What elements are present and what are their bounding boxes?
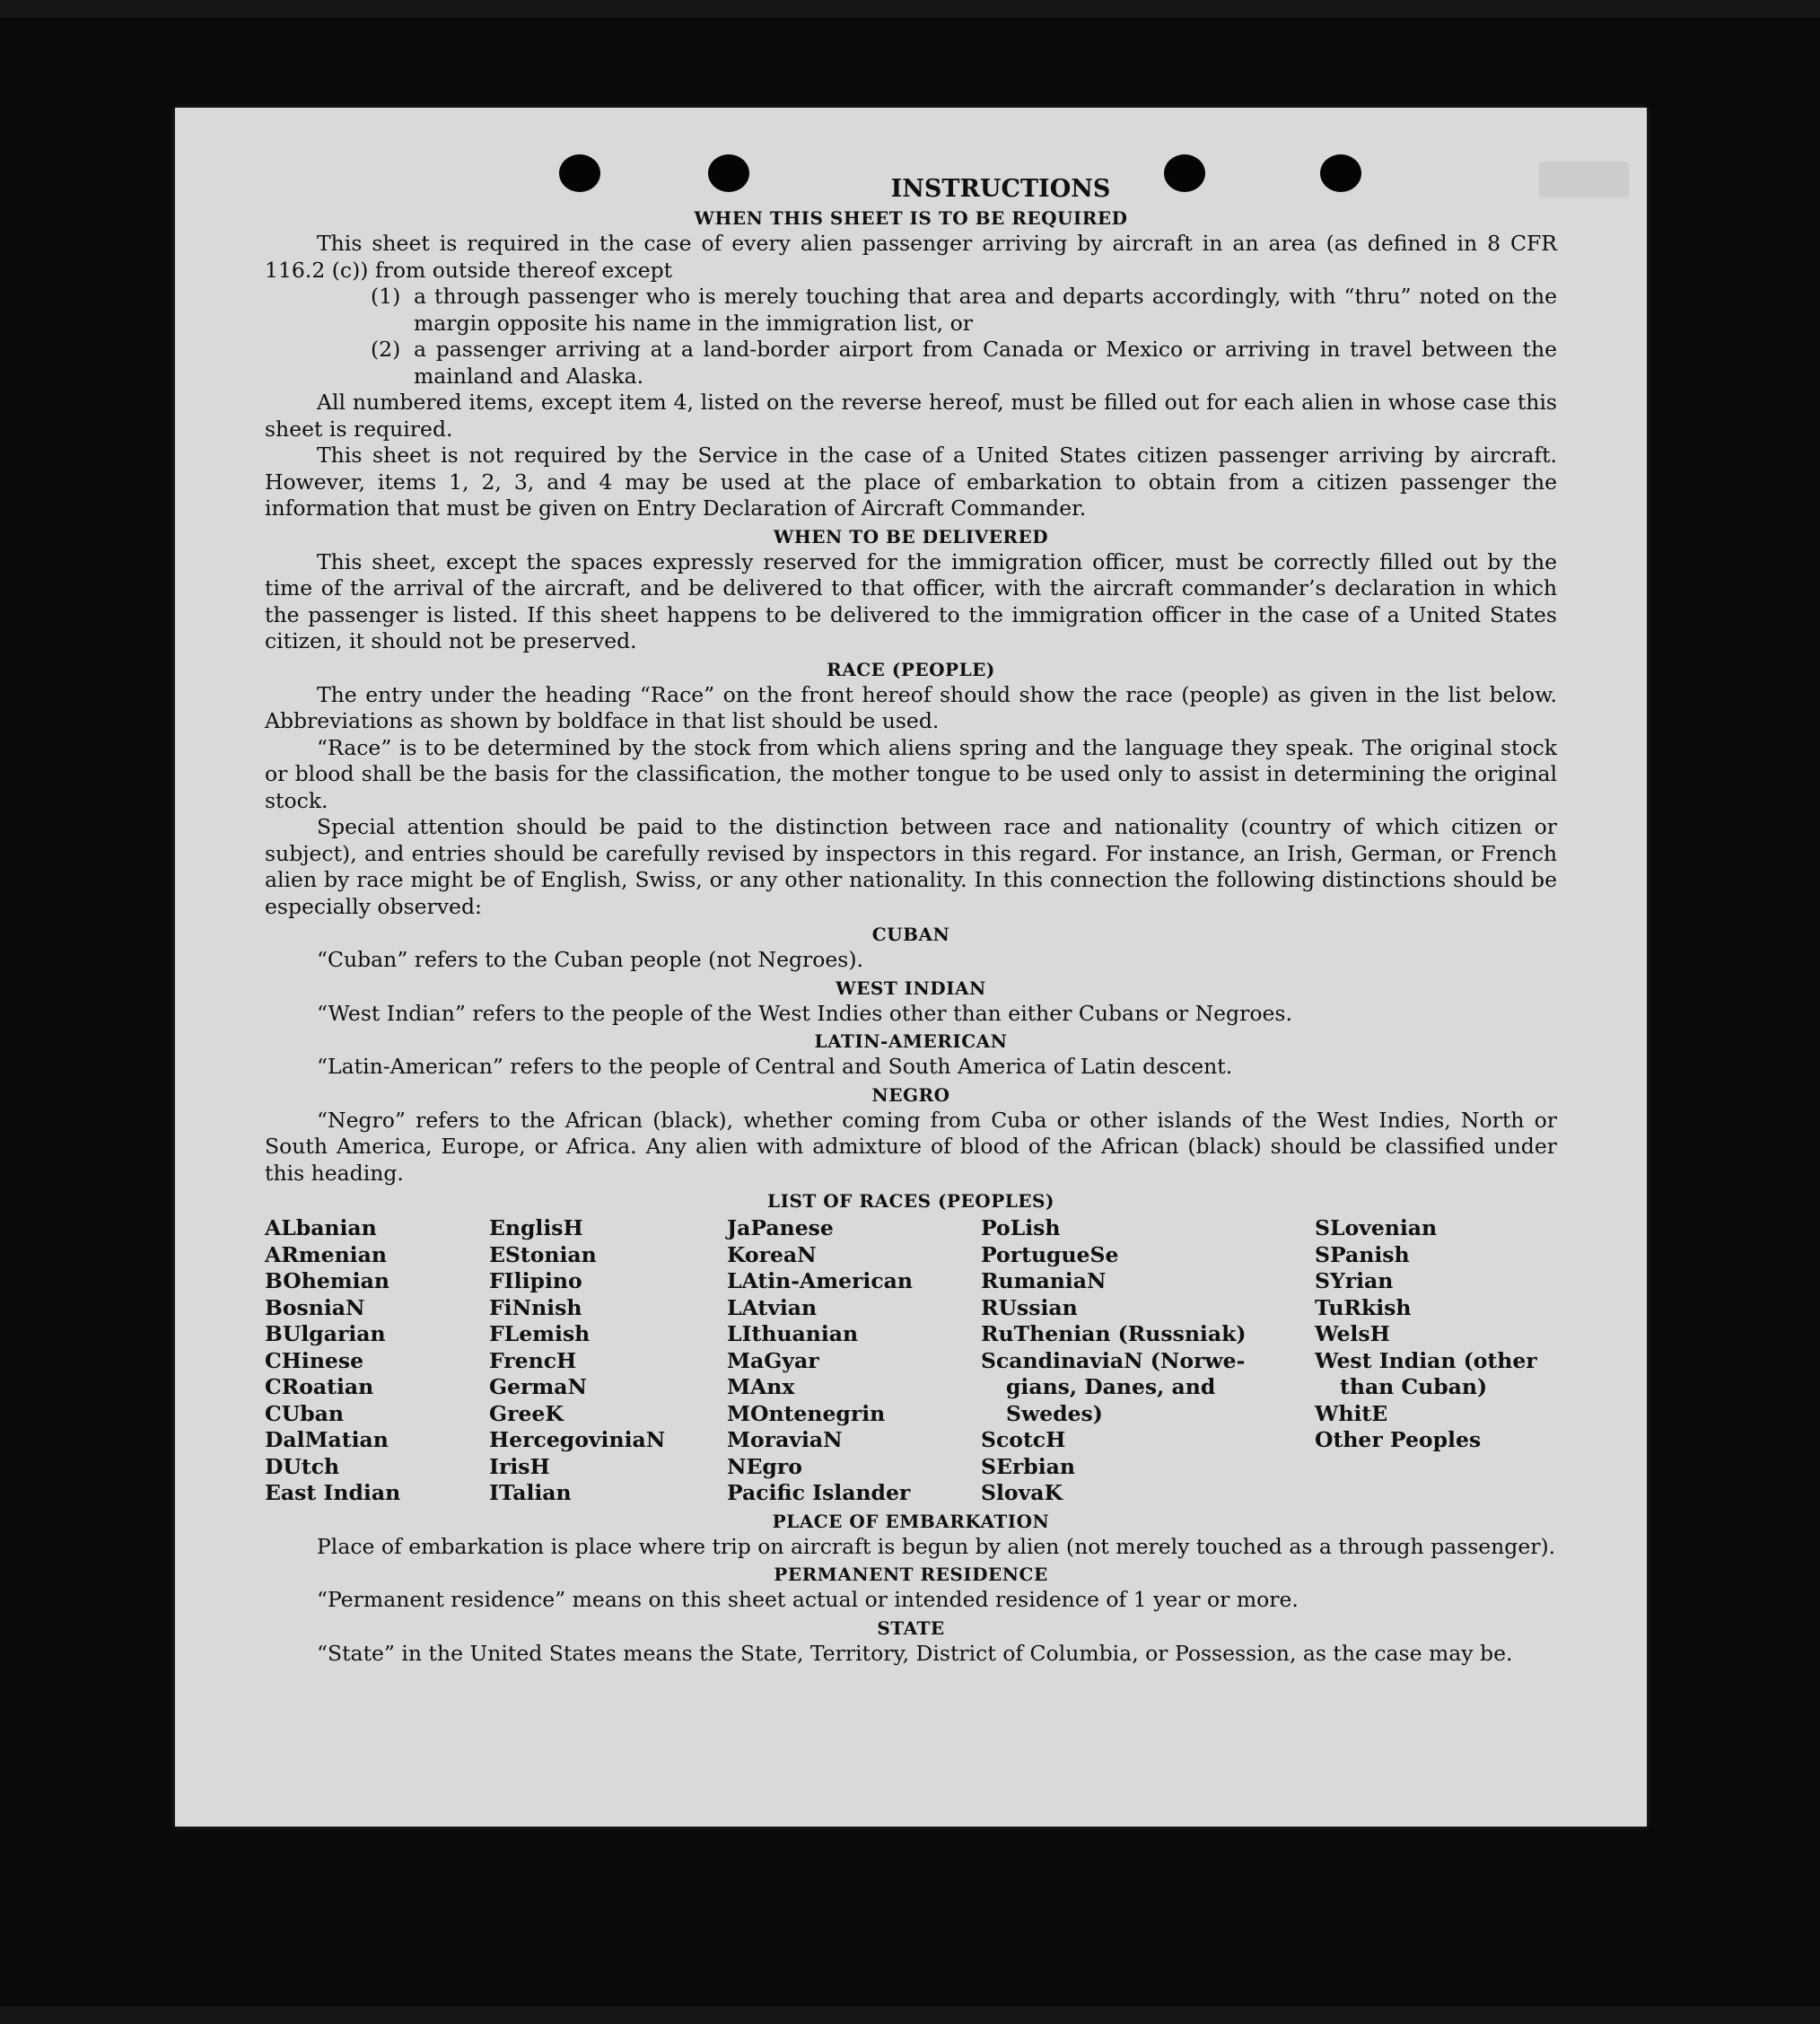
instructions-content (265, 175, 1557, 1667)
exception-item-1 (371, 284, 1557, 337)
race-entry: Pacific Islander (727, 1480, 911, 1505)
para-embarkation: Place of embarkation is place where trip on aircraft is begun by alien (not merely touched as a through passenger). (317, 1533, 1556, 1559)
race-entry: LAtin-American (727, 1268, 913, 1293)
race-entry: ALbanian (265, 1215, 377, 1240)
exception-number: (2) (371, 337, 401, 362)
heading-latin-american: LATIN-AMERICAN (814, 1030, 1008, 1052)
race-entry: MoraviaN (727, 1427, 843, 1452)
para-citizen: This sheet is not required by the Service in the case of a United States citizen passenger arriving by aircraft. However, items 1, 2, 3, and 4 may be used at the place of embarkation to obtain from a citizen passenger the information that must be given on Entry Declaration of Aircraft Commander. (265, 442, 1557, 521)
race-entry: East Indian (265, 1480, 401, 1505)
race-entry: BosniaN (265, 1294, 365, 1320)
race-entry: ITalian (489, 1480, 572, 1505)
heading-when-delivered: WHEN TO BE DELIVERED (773, 525, 1049, 548)
race-entry: BOhemian (265, 1268, 389, 1293)
race-entry: LAtvian (727, 1294, 818, 1320)
races-column-2 (489, 1215, 727, 1507)
race-entry: Other Peoples (1315, 1427, 1482, 1452)
exception-item-2 (371, 337, 1557, 390)
exception-number: (1) (371, 284, 401, 309)
race-entry: WelsH (1315, 1321, 1390, 1346)
race-entry: RumaniaN (981, 1268, 1107, 1293)
race-entry: ScandinaviaN (Norwe- (981, 1347, 1246, 1373)
para-cuban: “Cuban” refers to the Cuban people (not Negroes). (317, 947, 864, 972)
para-delivered: This sheet, except the spaces expressly reserved for the immigration officer, must be correctly filled out by the time of the arrival of the aircraft, and be delivered to that officer, with the aircraft commander’s declaration in which the passenger is listed. If this sheet happens to be delivered to the immigration officer in the case of a United States citizen, it should not be preserved. (265, 548, 1557, 653)
races-table (265, 1215, 1557, 1507)
para-permanent-residence: “Permanent residence” means on this sheet actual or intended residence of 1 year or more. (317, 1587, 1299, 1612)
race-entry: RUssian (981, 1294, 1078, 1320)
page-title: INSTRUCTIONS (890, 175, 1111, 203)
race-entry: PoLish (981, 1215, 1061, 1240)
race-entry: MaGyar (727, 1347, 819, 1373)
race-entry: SPanish (1315, 1241, 1410, 1267)
race-entry: CUban (265, 1400, 344, 1426)
race-entry: Swedes) (1006, 1400, 1103, 1426)
race-entry: ScotcH (981, 1427, 1066, 1452)
race-entry: TuRkish (1315, 1294, 1412, 1320)
heading-list-of-races: LIST OF RACES (PEOPLES) (767, 1190, 1054, 1212)
heading-embarkation: PLACE OF EMBARKATION (772, 1510, 1050, 1532)
race-entry: PortugueSe (981, 1241, 1119, 1267)
race-entry: gians, Danes, and (1006, 1374, 1216, 1399)
race-entry: FLemish (489, 1321, 591, 1346)
para-race-stock: “Race” is to be determined by the stock from which aliens spring and the language they speak. The original stock or blood shall be the basis for the classification, the mother tongue to be used only to assist in determining the original stock. (265, 734, 1557, 813)
exception-text: a through passenger who is merely touching that area and departs accordingly, with “thru” noted on the margin opposite his name in the immigration list, or (414, 284, 1557, 336)
heading-state: STATE (877, 1617, 945, 1639)
races-column-3 (727, 1215, 981, 1507)
para-latin-american: “Latin-American” refers to the people of Central and South America of Latin descent. (317, 1054, 1233, 1079)
race-entry: GermaN (489, 1374, 587, 1399)
race-entry: BUlgarian (265, 1321, 386, 1346)
race-entry: IrisH (489, 1453, 550, 1479)
heading-west-indian: WEST INDIAN (836, 977, 986, 999)
race-entry: ARmenian (265, 1241, 387, 1267)
race-entry: FiNnish (489, 1294, 582, 1320)
race-entry: GreeK (489, 1400, 564, 1426)
race-entry: CHinese (265, 1347, 364, 1373)
race-entry: WhitE (1315, 1400, 1388, 1426)
race-entry: FrencH (489, 1347, 577, 1373)
race-entry: LIthuanian (727, 1321, 859, 1346)
race-entry: RuThenian (Russniak) (981, 1321, 1247, 1346)
race-entry: than Cuban) (1340, 1374, 1488, 1399)
race-entry: KoreaN (727, 1241, 817, 1267)
document-sheet (175, 108, 1647, 1827)
race-entry: SYrian (1315, 1268, 1394, 1293)
race-entry: HercegoviniaN (489, 1427, 666, 1452)
race-entry: West Indian (other (1315, 1347, 1537, 1373)
race-entry: NEgro (727, 1453, 802, 1479)
races-column-1 (265, 1215, 489, 1507)
race-entry: DUtch (265, 1453, 340, 1479)
race-entry: SErbian (981, 1453, 1075, 1479)
para-race-nationality: Special attention should be paid to the distinction between race and nationality (country of which citizen or subject), and entries should be carefully revised by inspectors in this regard. For instance, an Irish, German, or French alien by race might be of English, Swiss, or any other nationality. In this connection the following distinctions should be especially observed: (265, 814, 1557, 919)
heading-permanent-residence: PERMANENT RESIDENCE (774, 1564, 1048, 1585)
para-west-indian: “West Indian” refers to the people of the West Indies other than either Cubans or Negroes. (317, 1000, 1292, 1026)
exception-text: a passenger arriving at a land-border airport from Canada or Mexico or arriving in travel between the mainland and Alaska. (414, 337, 1557, 389)
race-entry: DalMatian (265, 1427, 389, 1452)
heading-race: RACE (PEOPLE) (827, 658, 995, 680)
heading-negro: NEGRO (871, 1083, 950, 1106)
para-state: “State” in the United States means the State, Territory, District of Columbia, or Possession, as the case may be. (317, 1640, 1513, 1666)
race-entry: JaPanese (727, 1215, 834, 1240)
heading-cuban: CUBAN (871, 924, 950, 945)
race-entry: MAnx (727, 1374, 795, 1399)
race-entry: EnglisH (489, 1215, 583, 1240)
para-negro: “Negro” refers to the African (black), whether coming from Cuba or other islands of the West Indies, North or South America, Europe, or Africa. Any alien with admixture of blood of the African (black) should be classified under this heading. (265, 1107, 1557, 1186)
races-column-4 (981, 1215, 1315, 1507)
races-column-5 (1315, 1215, 1557, 1507)
para-numbered-items: All numbered items, except item 4, listed on the reverse hereof, must be filled out for each alien in whose case this sheet is required. (265, 390, 1557, 442)
para-race-entry: The entry under the heading “Race” on the front hereof should show the race (people) as given in the list below. Abbreviations as shown by boldface in that list should be used. (265, 681, 1557, 733)
race-entry: EStonian (489, 1241, 597, 1267)
heading-when-required: WHEN THIS SHEET IS TO BE REQUIRED (694, 207, 1128, 229)
race-entry: FIlipino (489, 1268, 582, 1293)
film-frame-top (0, 0, 1820, 18)
race-entry: SlovaK (981, 1480, 1063, 1505)
film-frame-bottom (0, 2006, 1820, 2024)
race-entry: CRoatian (265, 1374, 374, 1399)
para-required: This sheet is required in the case of every alien passenger arriving by aircraft in an area (as defined in 8 CFR 116.2 (c)) from outside thereof except (265, 231, 1557, 283)
race-entry: SLovenian (1315, 1215, 1438, 1240)
race-entry: MOntenegrin (727, 1400, 886, 1426)
